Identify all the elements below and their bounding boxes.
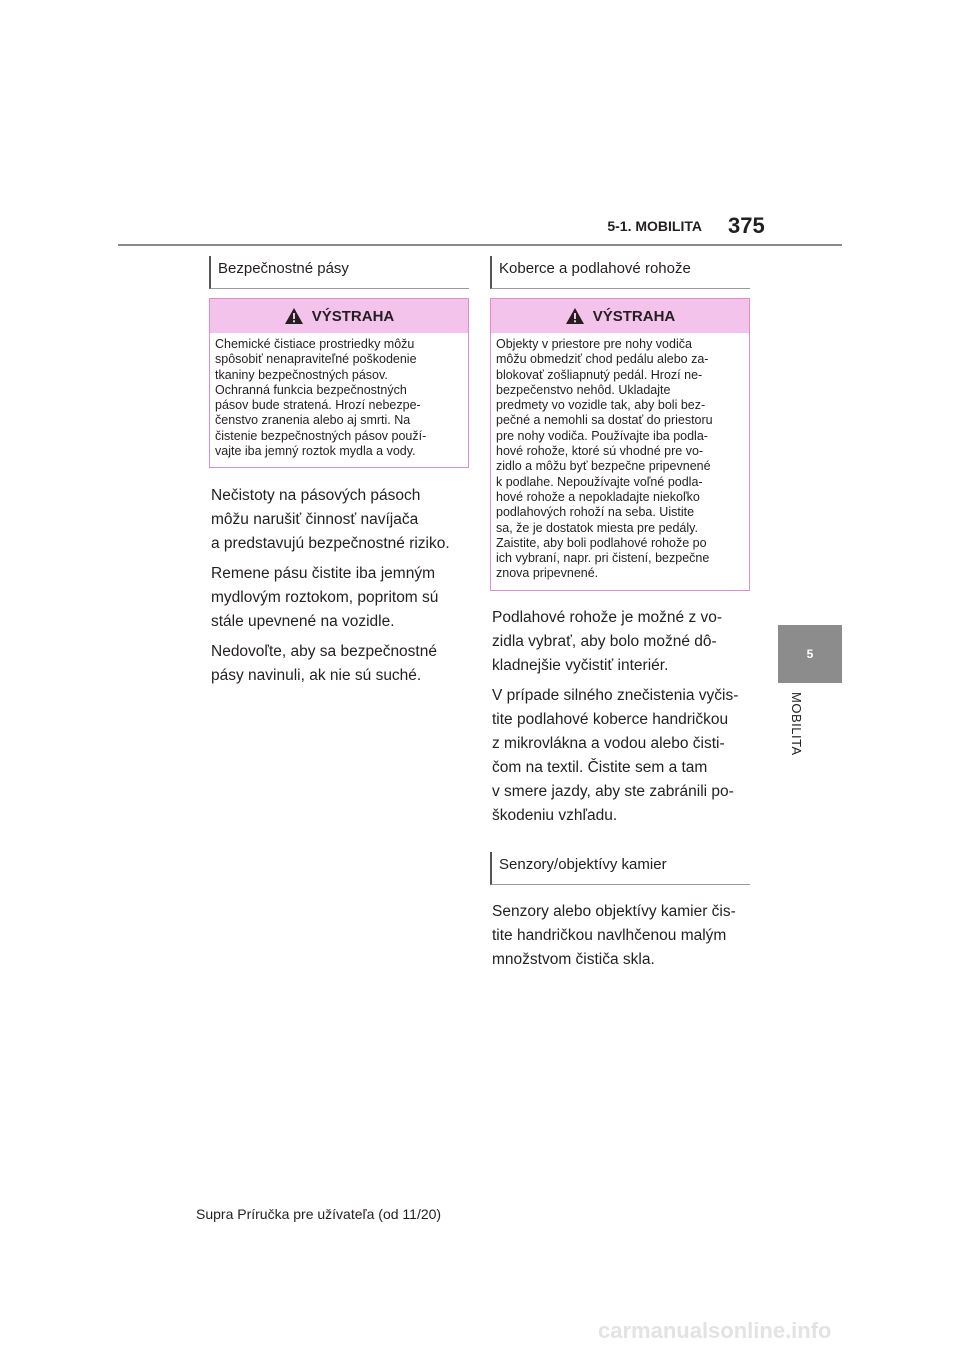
text-line: z mikrovlákna a vodou alebo čisti-: [492, 734, 725, 752]
chapter-tab: [778, 625, 842, 683]
text-line: množstvom čističa skla.: [492, 950, 655, 968]
body-text: [490, 606, 750, 828]
text-line: môžu obmedziť chod pedálu alebo za-: [496, 352, 709, 367]
text-line: ich vybraní, napr. pri čistení, bezpečne: [496, 551, 710, 566]
text-line: čenstvo zranenia alebo aj smrti. Na: [215, 413, 411, 428]
text-line: V prípade silného znečistenia vyčis-: [492, 686, 739, 704]
text-line: Remene pásu čistite iba jemným: [211, 565, 435, 583]
text-line: pásy navinuli, ak nie sú suché.: [211, 667, 422, 685]
warning-box: [490, 298, 750, 591]
warning-text: [210, 333, 468, 467]
text-line: a predstavujú bezpečnostné riziko.: [211, 535, 450, 553]
text-line: škodeniu vzhľadu.: [492, 806, 618, 824]
chapter-number: 5: [806, 647, 814, 661]
text-line: Ochranná funkcia bezpečnostných: [215, 382, 407, 397]
right-column: [490, 256, 750, 978]
text-line: Podlahové rohože je možné z vo-: [492, 608, 723, 626]
text-line: stále upevnené na vozidle.: [211, 613, 395, 631]
section-heading-carpets: Koberce a podlahové rohože: [490, 256, 750, 289]
text-line: môžu narušiť činnosť navíjača: [211, 511, 419, 529]
text-line: bezpečenstvo nehôd. Ukladajte: [496, 382, 671, 397]
watermark: carmanualsonline.info: [598, 1318, 832, 1343]
warning-triangle-icon: [284, 307, 304, 325]
text-line: podlahových rohoží na seba. Uistite: [496, 505, 695, 520]
text-line: čistenie bezpečnostných pásov použí-: [215, 428, 427, 443]
paragraph: [492, 900, 750, 972]
text-line: sa, že je dostatok miesta pre pedály.: [496, 520, 698, 535]
text-line: vajte iba jemný roztok mydla a vody.: [215, 444, 416, 459]
warning-title: VÝSTRAHA: [311, 307, 395, 325]
text-line: pre nohy vodiča. Používajte iba podla-: [496, 428, 708, 443]
text-line: čom na textil. Čistite sem a tam: [492, 758, 708, 776]
paragraph: [211, 640, 469, 688]
text-line: hové rohože, ktoré sú vhodné pre vo-: [496, 444, 704, 459]
paragraph: [492, 684, 750, 828]
text-line: Chemické čistiace prostriedky môžu: [215, 337, 415, 351]
text-line: Nečistoty na pásových pásoch: [211, 487, 421, 505]
text-line: Zaistite, aby boli podlahové rohože po: [496, 535, 707, 550]
text-line: tite podlahové koberce handričkou: [492, 710, 729, 728]
warning-triangle-icon: [565, 307, 585, 325]
paragraph: [211, 484, 469, 556]
text-line: blokovať zošliapnutý pedál. Hrozí ne-: [496, 367, 703, 382]
body-text: [490, 900, 750, 972]
text-line: predmety vo vozidle tak, aby boli bez-: [496, 398, 706, 413]
text-line: tkaniny bezpečnostných pásov.: [215, 367, 388, 382]
text-line: tite handričkou navlhčenou malým: [492, 926, 727, 944]
warning-title: VÝSTRAHA: [592, 307, 676, 325]
warning-title-bar: [491, 299, 749, 333]
chapter-label: MOBILITA: [789, 692, 804, 756]
section-heading-cameras: Senzory/objektívy kamier: [490, 852, 750, 885]
text-line: zidla vybrať, aby bolo možné dô-: [492, 632, 717, 650]
page-number: 375: [728, 213, 765, 238]
body-text: [209, 484, 469, 688]
text-line: pečné a nemohli sa dostať do priestoru: [496, 413, 713, 428]
paragraph: [211, 562, 469, 634]
text-line: zidlo a môžu byť bezpečne pripevnené: [496, 459, 711, 474]
footer: Supra Príručka pre užívateľa (od 11/20): [196, 1206, 442, 1222]
text-line: Objekty v priestore pre nohy vodiča: [496, 337, 692, 351]
text-line: znova pripevnené.: [496, 566, 599, 581]
header-rule: [118, 244, 842, 246]
text-line: Senzory alebo objektívy kamier čis-: [492, 902, 736, 920]
text-line: Nedovoľte, aby sa bezpečnostné: [211, 643, 437, 661]
section-header: 5-1. MOBILITA: [607, 218, 702, 234]
paragraph: [492, 606, 750, 678]
text-line: v smere jazdy, aby ste zabránili po-: [492, 782, 734, 800]
text-line: kladnejšie vyčistiť interiér.: [492, 656, 669, 674]
warning-title-bar: [210, 299, 468, 333]
text-line: hové rohože a nepokladajte niekoľko: [496, 489, 700, 504]
text-line: k podlahe. Nepoužívajte voľné podla-: [496, 474, 703, 489]
text-line: spôsobiť nenapraviteľné poškodenie: [215, 352, 417, 367]
left-column: [209, 256, 469, 694]
warning-text: [491, 333, 749, 590]
section-heading-seatbelts: Bezpečnostné pásy: [209, 256, 469, 289]
text-line: pásov bude stratená. Hrozí nebezpe-: [215, 398, 421, 413]
warning-box: [209, 298, 469, 468]
text-line: mydlovým roztokom, popritom sú: [211, 589, 439, 607]
